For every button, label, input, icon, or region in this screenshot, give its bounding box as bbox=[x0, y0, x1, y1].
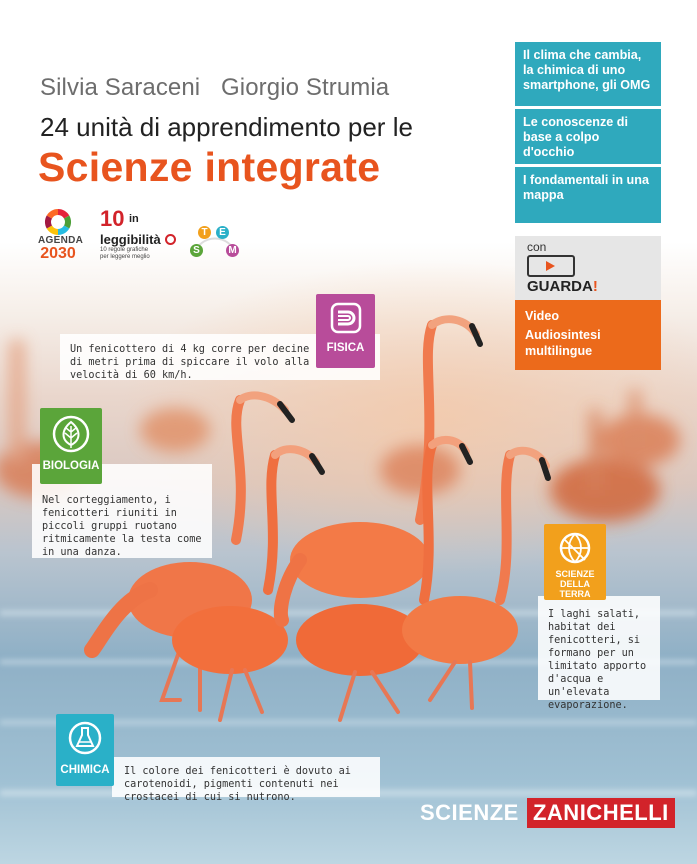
guarda-bang: ! bbox=[592, 278, 598, 295]
stem-letter-m: M bbox=[226, 244, 239, 257]
chimica-text: Il colore dei fenicotteri è dovuto ai carotenoidi, pigmenti contenuti nei crostacei di cui si nutrono. bbox=[124, 766, 351, 803]
feature-box-mappa: I fondamentali in una mappa bbox=[515, 167, 661, 223]
leggibilita-in: in bbox=[128, 213, 139, 225]
feature-box-conoscenze: Le conoscenze di base a colpo d'occhio bbox=[515, 109, 661, 164]
fisica-badge bbox=[316, 294, 375, 368]
guarda-con: con bbox=[527, 240, 547, 254]
guarda-label: GUARDA bbox=[527, 278, 593, 295]
agenda-label: AGENDA bbox=[38, 235, 84, 246]
stem-logo bbox=[186, 208, 244, 268]
leggibilita-number: 10 bbox=[100, 206, 125, 231]
author-2: Giorgio Strumia bbox=[221, 74, 390, 101]
publisher-brand bbox=[420, 798, 675, 828]
biologia-badge bbox=[40, 408, 102, 484]
leggibilita-word: leggibilità bbox=[100, 232, 161, 247]
award-icon bbox=[165, 234, 176, 245]
leggibilita-small-1: 10 regole grafiche bbox=[100, 247, 149, 253]
biologia-label: BIOLOGIA bbox=[42, 460, 100, 472]
chimica-badge bbox=[56, 714, 114, 786]
brand-zanichelli: ZANICHELLI bbox=[527, 798, 675, 828]
authors bbox=[40, 74, 389, 102]
leggibilita-small-2: per leggere meglio bbox=[100, 254, 150, 260]
play-icon bbox=[527, 255, 575, 277]
terra-note bbox=[538, 596, 660, 711]
terra-label-1: SCIENZE bbox=[555, 569, 595, 579]
media-video: Video bbox=[525, 309, 560, 323]
agenda-year: 2030 bbox=[40, 245, 76, 262]
brand-scienze: SCIENZE bbox=[420, 800, 519, 825]
stem-letter-t: T bbox=[198, 226, 211, 239]
book-title: Scienze integrate bbox=[38, 144, 381, 190]
leaf-icon bbox=[51, 414, 91, 454]
stem-arc-icon bbox=[186, 208, 244, 268]
media-audiosintesi: Audiosintesi multilingue bbox=[525, 328, 601, 358]
flask-icon bbox=[67, 720, 103, 756]
stem-letter-e: E bbox=[216, 226, 229, 239]
chimica-label: CHIMICA bbox=[60, 764, 110, 776]
agenda-2030-logo bbox=[38, 208, 84, 268]
subtitle: 24 unità di apprendimento per le bbox=[40, 112, 413, 142]
terra-badge bbox=[544, 524, 606, 600]
fisica-label: FISICA bbox=[326, 342, 365, 354]
globe-icon bbox=[557, 530, 593, 566]
stem-letter-s: S bbox=[190, 244, 203, 257]
terra-label-2: DELLA TERRA bbox=[559, 579, 591, 599]
biologia-text: Nel corteggiamento, i fenicotteri riuniti in piccoli gruppi ruotano ritmicamente la testa come in una danza. bbox=[42, 495, 202, 558]
feature-box-clima: Il clima che cambia, la chimica di uno smartphone, gli OMG bbox=[515, 42, 661, 106]
chimica-note bbox=[112, 757, 380, 803]
author-1: Silvia Saraceni bbox=[40, 74, 201, 101]
fisica-text: Un fenicottero di 4 kg corre per decine di metri prima di spiccare il volo alla velocità di 60 km/h. bbox=[70, 344, 310, 381]
terra-text: I laghi salati, habitat dei fenicotteri, si formano per un limitato apporto d'acqua e un'elevata evaporazione. bbox=[548, 609, 647, 711]
sdg-wheel-icon bbox=[38, 208, 78, 236]
media-box bbox=[515, 300, 661, 370]
leggibilita-logo bbox=[100, 208, 180, 268]
magnet-icon bbox=[328, 300, 364, 336]
guarda-box bbox=[515, 236, 661, 300]
